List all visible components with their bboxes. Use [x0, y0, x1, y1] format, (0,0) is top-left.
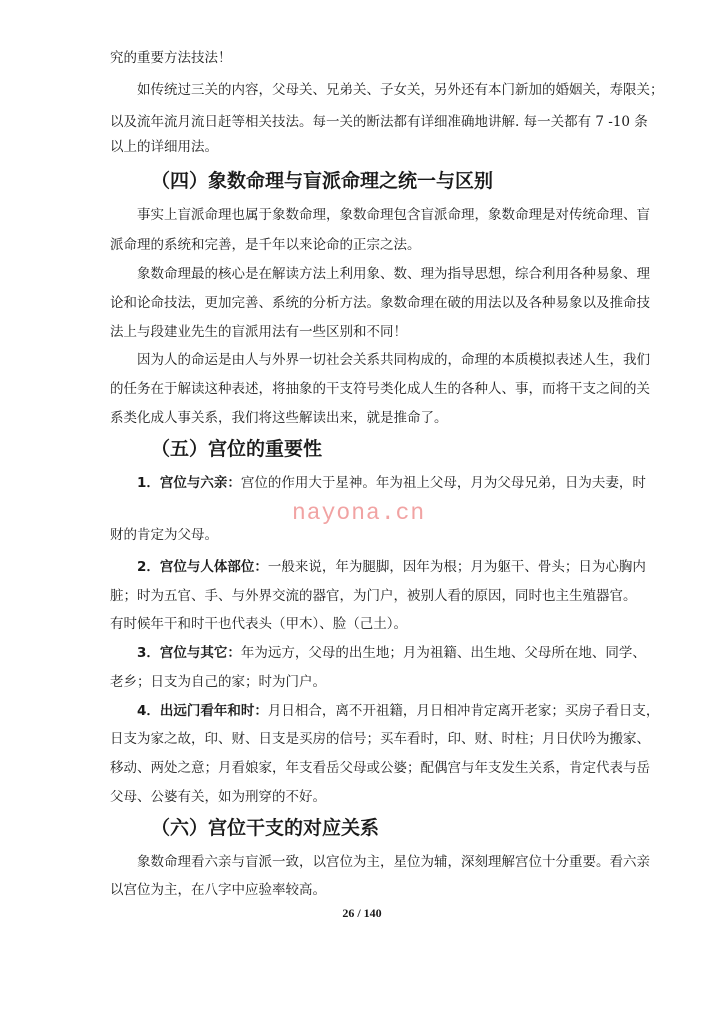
list-item-2 [0, 557, 724, 577]
list-item-label: 2．宫位与人体部位： [137, 559, 268, 575]
paragraph-line: 日支为家之故，印、财、日支是买房的信号；买车看时，印、财、时柱；月日伏吟为搬家、 [110, 731, 650, 747]
list-item-3 [0, 643, 724, 663]
list-item-text: 一般来说，年为腿脚，因年为根；月为躯干、骨头；日为心胸内 [267, 559, 646, 575]
section-heading-4: （四）象数命理与盲派命理之统一与区别 [151, 170, 494, 192]
paragraph-line: 事实上盲派命理也属于象数命理，象数命理包含盲派命理，象数命理是对传统命理、盲 [137, 207, 650, 223]
paragraph-line: 财的肯定为父母。 [110, 527, 218, 543]
paragraph-line: 因为人的命运是由人与外界一切社会关系共同构成的，命理的本质模拟表述人生，我们 [137, 352, 650, 368]
paragraph-line: 有时候年干和时干也代表头（甲木）、脸（己土）。 [110, 616, 407, 632]
list-item-1 [0, 473, 724, 493]
paragraph-line: 以上的详细用法。 [110, 139, 218, 155]
list-item-text: 年为远方，父母的出生地；月为祖籍、出生地、父母所在地、同学、 [240, 645, 646, 661]
paragraph-line: 法上与段建业先生的盲派用法有一些区别和不同！ [110, 324, 407, 340]
section-heading-5: （五）宫位的重要性 [151, 438, 323, 460]
paragraph-line: 父母、公婆有关，如为刑穿的不好。 [110, 789, 326, 805]
paragraph-line: 的任务在于解读这种表述，将抽象的干支符号类化成人生的各种人、事，而将干支之间的关 [110, 381, 650, 397]
paragraph-line: 如传统过三关的内容，父母关、兄弟关、子女关，另外还有本门新加的婚姻关，寿限关； [137, 82, 664, 98]
list-item-text: 月日相合，离不开祖籍，月日相冲肯定离开老家；买房子看日支， [267, 703, 660, 719]
section-heading-6: （六）宫位干支的对应关系 [151, 817, 380, 839]
list-item-4 [0, 701, 724, 721]
paragraph-line: 象数命理最的核心是在解读方法上利用象、数、理为指导思想，综合利用各种易象、理 [137, 266, 650, 282]
list-item-label: 4．出远门看年和时： [137, 703, 268, 719]
page-number: 26 / 140 [342, 906, 382, 920]
paragraph-line: 派命理的系统和完善，是千年以来论命的正宗之法。 [110, 237, 421, 253]
list-item-label: 1．宫位与六亲： [137, 475, 241, 491]
paragraph-line: 以及流年流月流日赶等相关技法。每一关的断法都有详细准确地讲解. 每一关都有 7 -10 条 [110, 114, 648, 130]
paragraph-line: 老乡；日支为自己的家；时为门户。 [110, 674, 326, 690]
paragraph-line: 象数命理看六亲与盲派一致，以宫位为主，星位为辅，深刻理解宫位十分重要。看六亲 [137, 854, 650, 870]
paragraph-line: 究的重要方法技法！ [110, 50, 232, 66]
paragraph-line: 以宫位为主，在八字中应验率较高。 [110, 882, 326, 898]
list-item-text: 宫位的作用大于星神。年为祖上父母，月为父母兄弟，日为夫妻，时 [240, 475, 646, 491]
watermark-text: nayona.cn [292, 500, 426, 526]
list-item-label: 3．宫位与其它： [137, 645, 241, 661]
paragraph-line: 脏；时为五官、手、与外界交流的器官，为门户，被别人看的原因，同时也主生殖器官。 [110, 588, 637, 604]
paragraph-line: 系类化成人事关系，我们将这些解读出来，就是推命了。 [110, 410, 448, 426]
paragraph-line: 移动、两处之意；月看娘家，年支看岳父母或公婆；配偶宫与年支发生关系，肯定代表与岳 [110, 760, 650, 776]
paragraph-line: 论和论命技法，更加完善、系统的分析方法。象数命理在破的用法以及各种易象以及推命技 [110, 295, 650, 311]
